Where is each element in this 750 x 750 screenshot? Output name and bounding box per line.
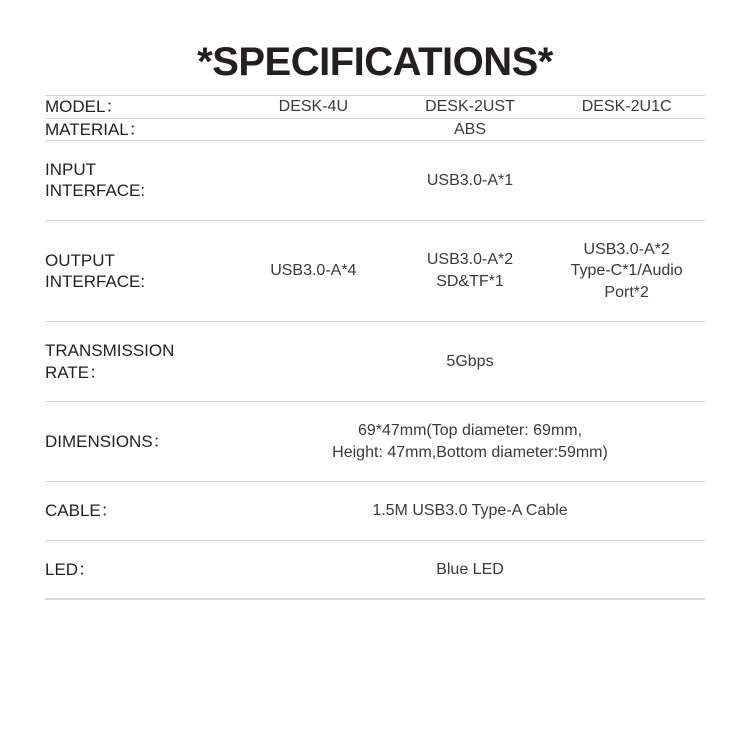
table-bottom-divider [45,599,705,600]
row-label-transmission-rate-line2: RATE： [45,362,107,382]
table-row [45,141,705,221]
table-row [45,482,705,541]
row-label-input-interface [45,141,235,221]
table-row [45,96,705,119]
row-value-output-2-main: USB3.0-A*2 [426,251,514,269]
row-value-model-1: DESK-4U [278,98,348,115]
row-value-dimensions-line1: 69*47mm(Top diameter: 69mm, [357,421,583,439]
row-value-model-2: DESK-2UST [425,98,515,115]
row-label-input-interface-line2: INTERFACE: [45,181,146,201]
row-label-input-interface-line1: INPUT [45,160,96,180]
page-title: *SPECIFICATIONS* [197,40,553,84]
row-value-output-2-sub: SD&TF*1 [436,273,504,291]
table-row [45,401,705,481]
row-value-output-3 [548,220,705,322]
row-label-led: LED： [45,559,96,579]
row-value-output-3-main: USB3.0-A*2 [583,240,670,258]
table-row [45,118,705,141]
row-value-dimensions-line2: Height: 47mm,Bottom diameter:59mm) [332,443,608,461]
row-label-material: MATERIAL： [45,119,146,139]
row-value-transmission-rate: 5Gbps [446,352,494,370]
row-value-input-interface: USB3.0-A*1 [426,171,514,189]
table-row [45,322,705,402]
table-row [45,220,705,322]
row-value-output-3-sub: Type-C*1/Audio Port*2 [570,262,683,301]
row-value-dimensions [235,401,705,481]
row-value-material: ABS [453,120,486,138]
row-label-cable: CABLE： [45,501,118,521]
row-label-dimensions: DIMENSIONS： [45,431,170,451]
row-value-output-1 [235,220,392,322]
row-label-transmission-rate [45,322,235,402]
row-label-transmission-rate-line1: TRANSMISSION [45,341,175,361]
row-value-output-1-main: USB3.0-A*4 [270,262,357,280]
table-row [45,540,705,599]
row-value-model-3: DESK-2U1C [581,98,672,115]
row-label-output-interface-line1: OUTPUT [45,250,115,270]
row-label-model: MODEL： [45,97,123,117]
row-value-led: Blue LED [436,560,504,578]
row-value-output-2 [392,220,549,322]
row-label-output-interface-line2: INTERFACE: [45,272,146,292]
row-value-cable: 1.5M USB3.0 Type-A Cable [372,502,568,520]
row-label-output-interface [45,220,235,322]
specifications-table [45,95,705,599]
